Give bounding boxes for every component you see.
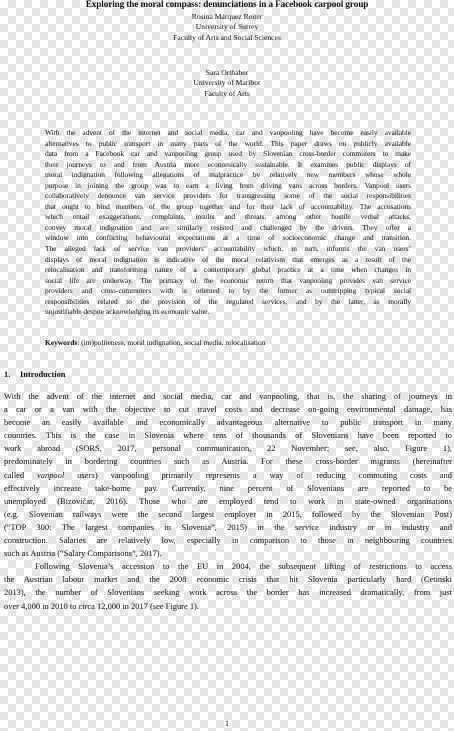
abstract-line: displays of moral indignation is indicative of the moral relativism that emerges as a result of the — [45, 254, 411, 264]
abstract-line: convey moral indignation and are similarly resisted and challenged by the drivers. They offer a — [45, 222, 411, 232]
section-number: 1. — [4, 370, 11, 379]
body-line — [4, 586, 452, 599]
body-line-text: a car or a van with the objective to cut travel costs and decrease on-going environmental damage, has — [4, 404, 452, 415]
body-line-text: work abroad (SORS, 2017, personal communication, 22 November; see, also, Figure 1), — [4, 443, 452, 454]
emphasis-term: vanpool users — [37, 469, 95, 480]
author-affiliation: Faculty of Arts and Social Sciences — [173, 32, 281, 42]
abstract-line: responsibilities related to the provision of the regulated services, and by the latter, as morally — [45, 296, 411, 306]
body-line-text: countries. This is the case in Slovenia where tens of thousands of Slovenians have been reported to — [4, 430, 452, 441]
body-line-text: the Austrian labour market and the 2008 economic crisis that hit Slovenia particularly hard (Cetinski — [4, 574, 452, 585]
body-text — [4, 390, 452, 613]
body-line-text: become an easily available and economically advantageous alternative to public transport in many — [4, 417, 452, 428]
body-line-text: over 4,000 in 2010 to circa 12,000 in 2017 (see Figure 1). — [4, 600, 199, 611]
abstract-line: their journeys to and from Austria more economically sustainable. It examines public displays of — [45, 159, 411, 169]
body-line — [4, 390, 452, 403]
abstract-line: unjustifiable despite acknowledging its economic value. — [45, 307, 210, 317]
author-block-2 — [0, 68, 454, 99]
body-line — [4, 403, 452, 416]
abstract-line: that ought to bind members of the group together and for their lack of accountability. The accusations — [45, 201, 411, 211]
body-line-text: (“TOP 300: The largest companies in Slovenia”, 2015) in the service industry or in industry and — [4, 521, 452, 532]
author-name: Sara Orthaber — [205, 68, 249, 77]
abstract-line: which entail exaggerations, complaints, insults and threats, among other hostile verbal attacks, — [45, 212, 411, 222]
abstract-line: purpose in joining the group was to earn a living from driving vans across borders. Vanpool users — [45, 180, 411, 190]
body-line — [4, 521, 452, 534]
body-line-text: (e.g. Slovenian railways were the second largest employer in 2015, followed by the Slovenian Post) — [4, 508, 452, 519]
body-line — [4, 600, 452, 613]
body-line — [4, 534, 452, 547]
body-line — [4, 482, 452, 495]
abstract-line: moral indignation following allegations of malpractice by relatively new members whose whole — [45, 170, 411, 180]
body-line-text: unemployed (Bizovičar, 2016). Those who are employed tend to work in state-owned organisations — [4, 495, 452, 506]
body-line-text: Following Slovenia’s accession to the EU in 2004, the subsequent lifting of restrictions to access — [35, 561, 452, 572]
author-affiliation: Faculty of Arts — [204, 88, 250, 98]
body-line — [4, 469, 452, 482]
body-line — [4, 442, 452, 455]
abstract-line: window into conflicting behavioural expectations at a time of socioeconomic change and transition. — [45, 233, 411, 243]
body-line-text: predominately in bordering countries such as Austria. For these cross-border migrants (hereinafter — [4, 456, 452, 467]
body-line-text: effectively increase take-home pay. Currently, nine percent of Slovenians are reported to be — [4, 482, 452, 493]
abstract-line: relocalisation and transforming nature of a contemporary global practice at a time when changes in — [45, 265, 411, 275]
body-line — [4, 560, 452, 573]
body-line-text: ) vanpooling primarily represents a way of reducing commuting costs and — [94, 469, 452, 480]
body-line-text: With the advent of the internet and social media, car and vanpooling, that is, the sharing of journeys in — [4, 391, 452, 401]
body-line — [4, 573, 452, 586]
abstract-line: The alleged lack of service van providers’ accountability which, in turn, informs the van users’ — [45, 244, 411, 254]
section-title: Introduction — [20, 370, 66, 379]
abstract — [45, 128, 411, 318]
author-affiliation: University of Surrey — [195, 22, 259, 32]
body-line — [4, 495, 452, 508]
keywords-text: : (im)politeness, moral indignation, social media, relocalisation — [77, 338, 266, 347]
author-affiliation: University of Maribor — [193, 78, 261, 88]
keywords-label: Keywords — [45, 338, 78, 347]
body-line-text: construction. Salaries are relatively low, especially in comparison to those in neighbouring countries — [4, 535, 452, 546]
abstract-line: collaboratively denounce van service providers for transgressing some of the social responsibilities — [45, 191, 411, 201]
keywords — [45, 338, 265, 347]
body-line — [4, 455, 452, 468]
body-line — [4, 547, 452, 560]
body-line-text: 2013), the number of Slovenians seeking work across the border has increased dramatically, from just — [4, 587, 452, 598]
body-line-text: such as Austria (“Salary Comparisons”, 2017). — [4, 548, 162, 559]
section-heading — [4, 370, 65, 379]
abstract-line: data from a Facebook car and vanpooling group used by Slovenian cross-border commuters to make — [45, 149, 411, 159]
page-number: 1 — [225, 719, 229, 728]
abstract-line: social life are underway. The primacy of the economic return that vanpooling provides van service — [45, 275, 411, 285]
author-block-1 — [0, 12, 454, 43]
paper-title: Exploring the moral compass: denunciations in a Facebook carpool group — [85, 0, 369, 9]
body-line — [4, 508, 452, 521]
abstract-line: providers and cross-commuters with is oriented to by the former as outstripping typical social — [45, 286, 411, 296]
body-line-text: called — [4, 469, 38, 480]
abstract-line: With the advent of the internet and social media, car and vanpooling have become easily available — [45, 128, 411, 137]
body-line — [4, 429, 452, 442]
author-name: Rosina Márquez Reiter — [191, 12, 263, 21]
abstract-line: alternatives to public transport in many parts of the world. This paper draws on publicly available — [45, 138, 411, 148]
body-line — [4, 416, 452, 429]
